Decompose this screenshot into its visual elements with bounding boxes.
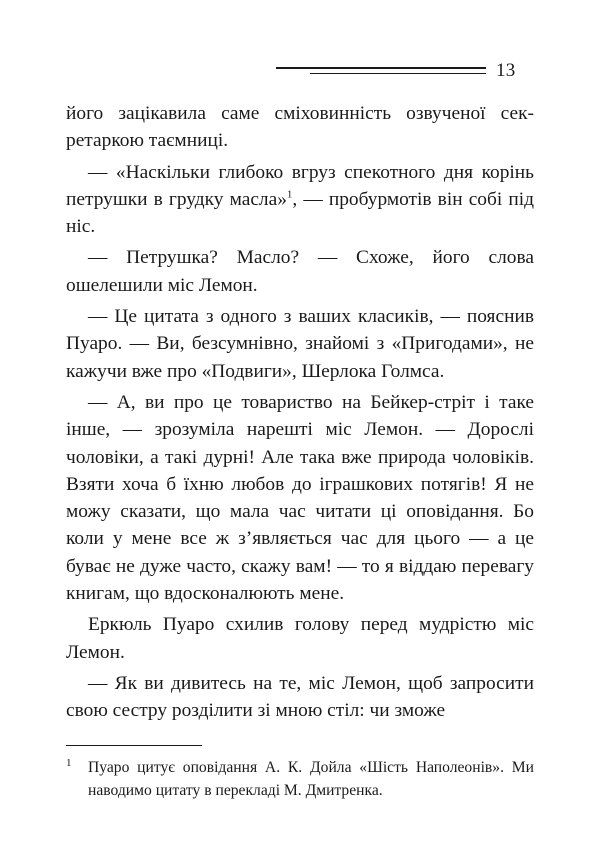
footnote	[66, 756, 534, 802]
body-text	[66, 100, 534, 729]
paragraph-quote-part1: — «Наскільки глибоко вгруз спекотного дня корінь петрушки в грудку масла»	[66, 161, 534, 210]
paragraph: Еркюль Пуаро схилив голову перед мудрістю міс Лемон.	[66, 614, 534, 663]
header-rule-thick	[276, 67, 486, 69]
header-rule-thin	[310, 73, 486, 74]
footnote-marker: 1	[66, 757, 72, 769]
paragraph: — Це цитата з одного з ваших класиків, — пояснив Пуаро. — Ви, безсумнівно, знайомі з «Пригодами», не кажучи вже про «Подвиги», Шерлока Голмса.	[66, 306, 534, 382]
paragraph: — А, ви про це товариство на Бейкер-стріт і таке інше, — зрозуміла нарешті міс Лемон. — Дорослі чоловіки, а такі дурні! Але така вже природа чоловіків. Взяти хоча б їхню любов до іграшкових потягів! Я не можу сказати, що мала час читати ці оповідання. Бо коли у мене все ж з’являється час для цього — а це буває не дуже часто, скажу вам! — то я віддаю перевагу книгам, що вдосконалюють мене.	[66, 391, 534, 605]
footnote-text: Пуаро цитує оповідання А. К. Дойла «Шість Наполеонів». Ми наводимо цитату в перекладі М. Дмитренка.	[88, 759, 534, 799]
paragraph-quote-part2: , — пробурмотів він собі під ніс.	[66, 188, 534, 238]
paragraph: його зацікавила саме сміховинність озвученої секретаркою таємниці.	[66, 103, 534, 152]
footnote-reference[interactable]: 1	[286, 188, 293, 201]
paragraph-quote	[66, 159, 534, 241]
page-number: 13	[496, 60, 516, 81]
footnote-divider	[66, 745, 202, 746]
paragraph: — Як ви дивитесь на те, міс Лемон, щоб запросити свою сестру розділити зі мною стіл: чи зможе	[66, 672, 534, 722]
paragraph: — Петрушка? Масло? — Схоже, його слова ошелешили міс Лемон.	[66, 247, 534, 296]
page-header	[270, 56, 524, 86]
